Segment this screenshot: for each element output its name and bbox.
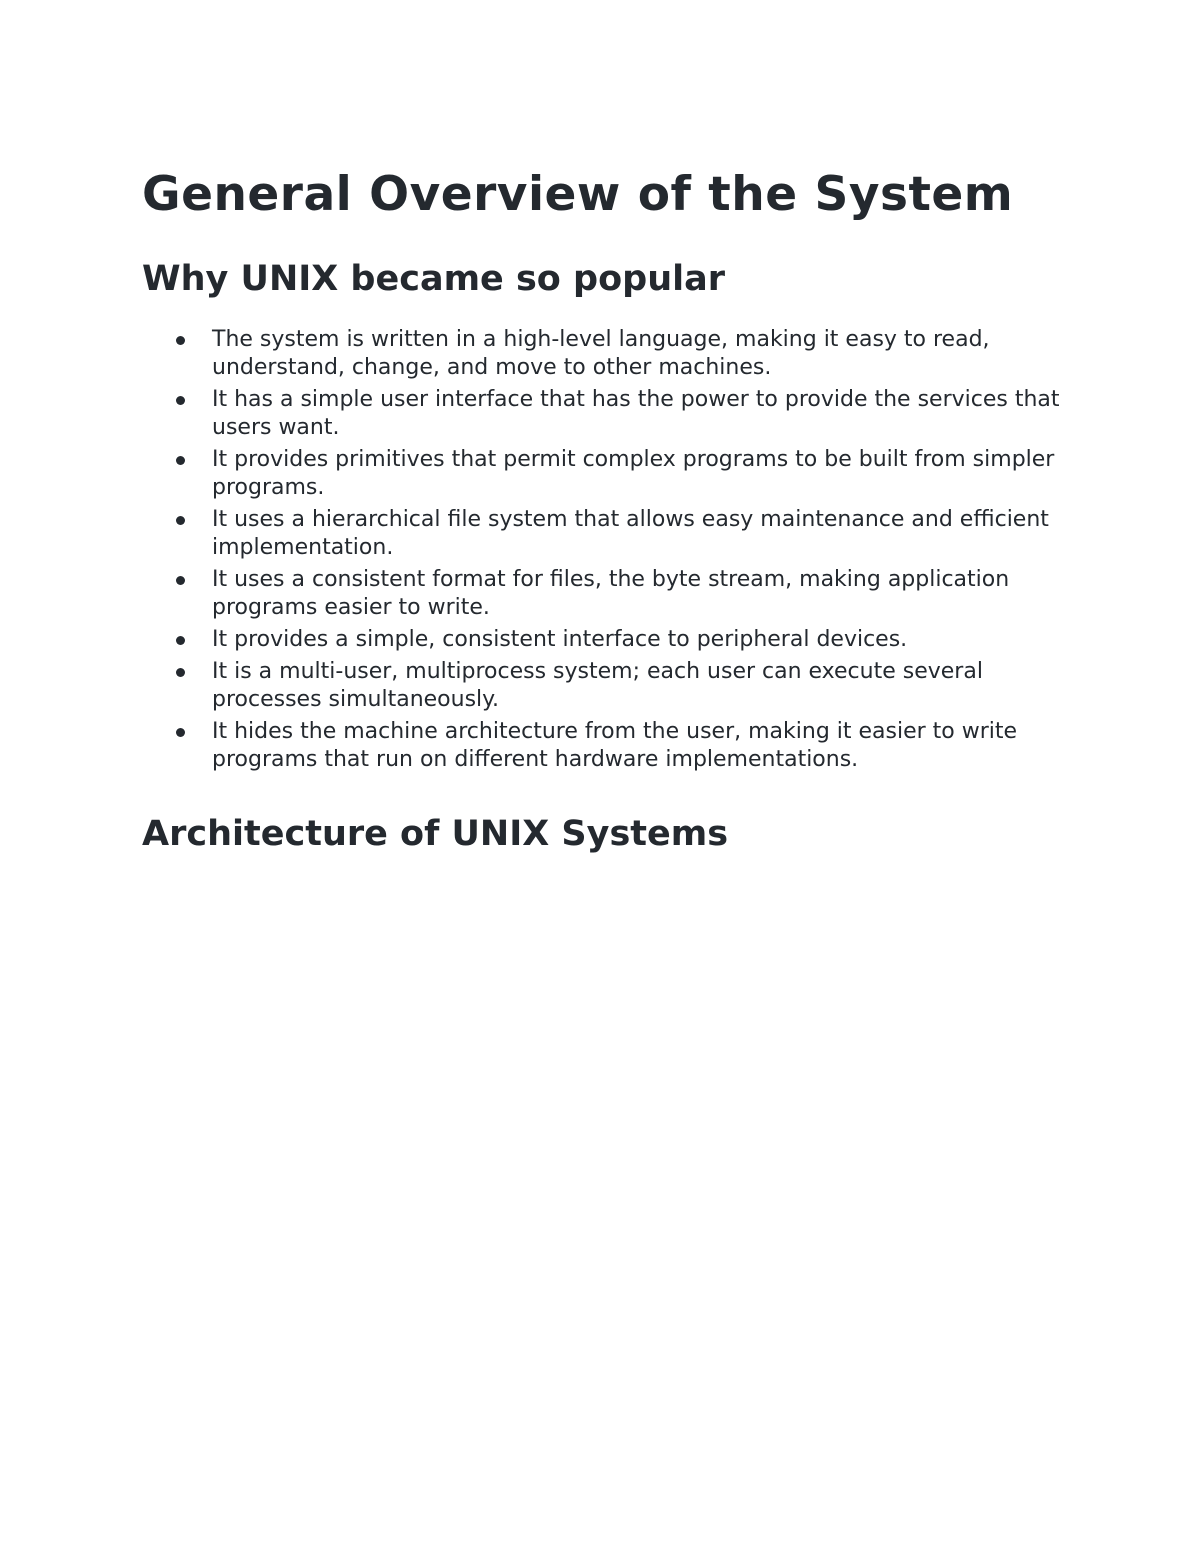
list-item [142, 658, 1062, 714]
bullet-icon [176, 336, 185, 345]
list-item [142, 626, 1062, 654]
list-item-text: The system is written in a high-level language, making it easy to read, understand, change, and move to other machines. [212, 327, 990, 380]
list-item-text: It uses a hierarchical file system that allows easy maintenance and efficient implementation. [212, 507, 1049, 560]
list-item-text: It is a multi-user, multiprocess system; each user can execute several processes simultaneously. [212, 659, 983, 712]
list-item [142, 386, 1062, 442]
bullet-icon [176, 456, 185, 465]
list-item [142, 566, 1062, 622]
bullet-icon [176, 668, 185, 677]
list-item-text: It provides a simple, consistent interface to peripheral devices. [212, 627, 908, 652]
bullet-icon [176, 516, 185, 525]
list-item [142, 718, 1062, 774]
list-item [142, 506, 1062, 562]
list-item-text: It hides the machine architecture from the user, making it easier to write programs that run on different hardware implementations. [212, 719, 1018, 772]
bullet-icon [176, 576, 185, 585]
list-item-text: It uses a consistent format for files, the byte stream, making application programs easier to write. [212, 567, 1010, 620]
section-heading-architecture: Architecture of UNIX Systems [142, 814, 729, 854]
list-item [142, 326, 1062, 382]
section-heading-why-unix-popular: Why UNIX became so popular [142, 259, 725, 299]
popularity-reasons-list [142, 326, 1062, 778]
list-item [142, 446, 1062, 502]
bullet-icon [176, 728, 185, 737]
list-item-text: It has a simple user interface that has the power to provide the services that users want. [212, 387, 1060, 440]
page-title: General Overview of the System [142, 167, 1014, 222]
bullet-icon [176, 396, 185, 405]
list-item-text: It provides primitives that permit complex programs to be built from simpler programs. [212, 447, 1055, 500]
bullet-icon [176, 636, 185, 645]
